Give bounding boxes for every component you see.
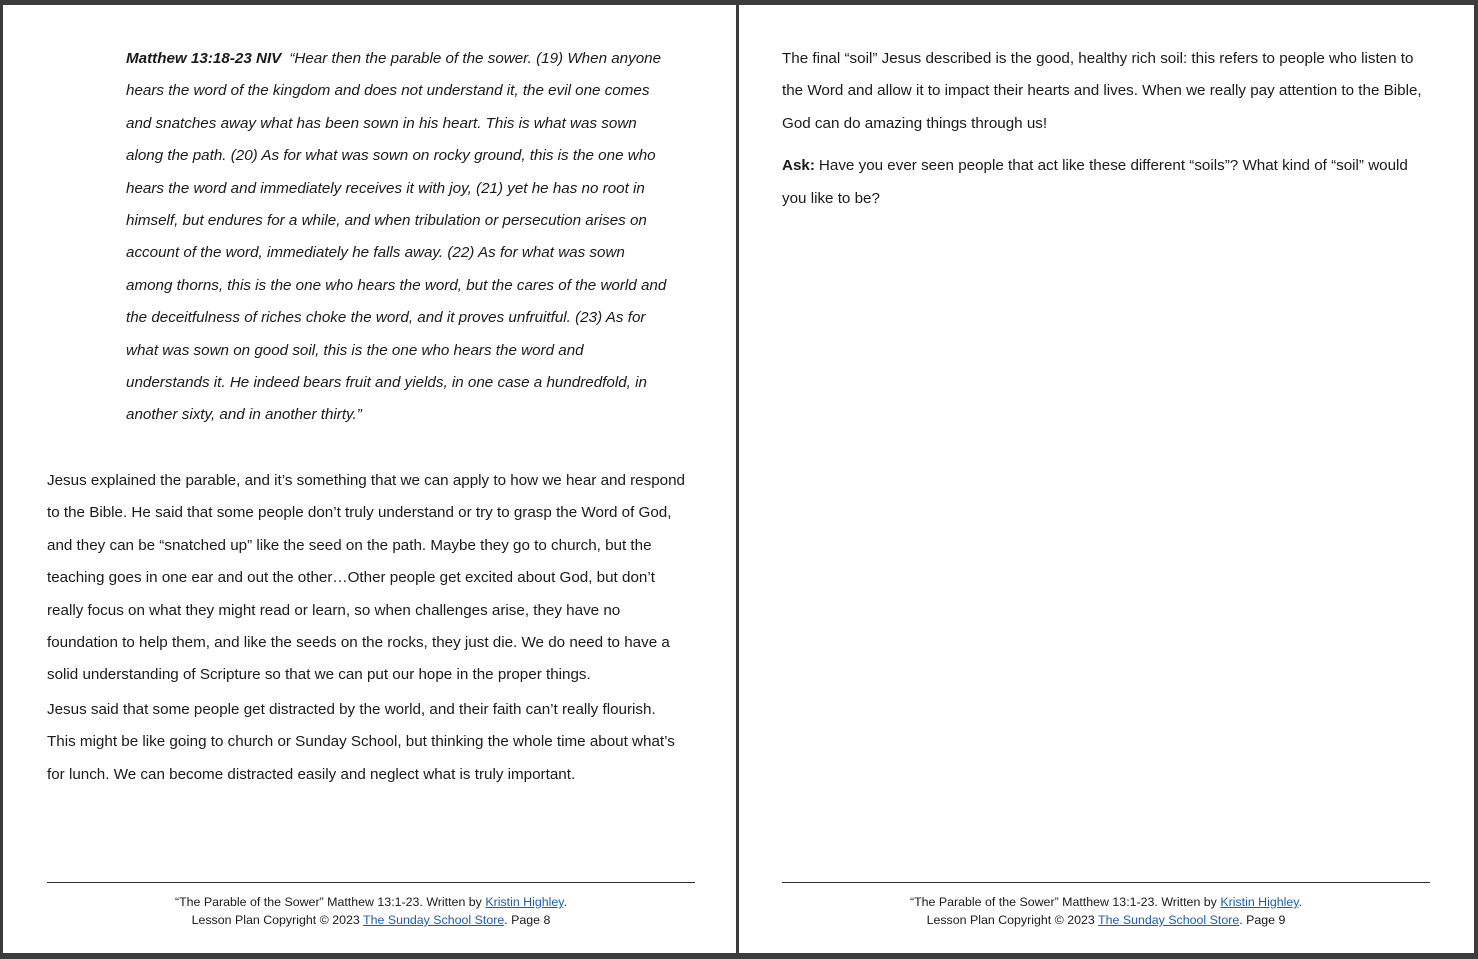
scripture-quote (126, 43, 671, 432)
page-number: . Page 9 (1239, 913, 1286, 927)
page-footer (47, 893, 695, 929)
scripture-text: “Hear then the parable of the sower. (19) When anyone hears the word of the kingdom and does not understand it, the evil one comes and snatches away what has been sown in his heart. This is what was sown along the path. (20) As for what was sown on rocky ground, this is the one who hears the word and immediately receives it with joy, (21) yet he has no root in himself, but endures for a while, and when tribulation or persecution arises on account of the word, immediately he falls away. (22) As for what was sown among thorns, this is the one who hears the word, but the cares of the world and the deceitfulness of riches choke the word, and it proves unfruitful. (23) As for what was sown on good soil, this is the one who hears the word and understands it. He indeed bears fruit and yields, in one case a hundredfold, in another sixty, and in another thirty.” (126, 50, 667, 424)
footer-copyright-text: Lesson Plan Copyright © 2023 (926, 913, 1099, 927)
page-number: . Page 8 (504, 913, 551, 927)
footer-line-1 (47, 893, 695, 911)
paragraph-explanation: Jesus explained the parable, and it’s something that we can apply to how we hear and respond to the Bible. He said that some people don’t truly understand or try to grasp the Word of God, and they can be “snatched up” like the seed on the path. Maybe they go to church, but the teaching goes in one ear and out the other…Other people get excited about God, but don’t really focus on what they might read or learn, so when challenges arise, they have no foundation to help them, and like the seeds on the rocks, they just die. We do need to have a solid understanding of Scripture so that we can put our hope in the proper things. (47, 472, 686, 684)
footer-divider (47, 882, 695, 883)
document-page-right (739, 5, 1474, 953)
author-link[interactable]: Kristin Highley (485, 895, 564, 909)
lesson-body (47, 465, 687, 793)
footer-title-text: “The Parable of the Sower” Matthew 13:1-23. Written by (909, 895, 1221, 909)
paragraph-ask (782, 150, 1432, 215)
ask-label: Ask: (782, 157, 815, 175)
page-footer (782, 893, 1430, 929)
scripture-reference: Matthew 13:18-23 NIV (126, 50, 282, 67)
paragraph-distracted: Jesus said that some people get distracted by the world, and their faith can’t really flourish. This might be like going to church or Sunday School, but thinking the whole time about what’s for lunch. We can become distracted easily and neglect what is truly important. (47, 700, 675, 783)
footer-line-1 (782, 893, 1430, 911)
footer-line-2 (47, 911, 695, 929)
author-link[interactable]: Kristin Highley (1220, 895, 1299, 909)
footer-copyright-text: Lesson Plan Copyright © 2023 (191, 913, 364, 927)
footer-punct: . (563, 895, 568, 909)
document-page-left (3, 5, 736, 953)
footer-line-2 (782, 911, 1430, 929)
footer-punct: . (1298, 895, 1303, 909)
footer-divider (782, 882, 1430, 883)
footer-title-text: “The Parable of the Sower” Matthew 13:1-23. Written by (174, 895, 486, 909)
ask-question: Have you ever seen people that act like these different “soils”? What kind of “soil” would you like to be? (782, 157, 1408, 207)
lesson-body (782, 43, 1432, 225)
paragraph-good-soil: The final “soil” Jesus described is the good, healthy rich soil: this refers to people who listen to the Word and allow it to impact their hearts and lives. When we really pay attention to the Bible, God can do amazing things through us! (782, 50, 1422, 132)
store-link[interactable]: The Sunday School Store (1098, 913, 1240, 927)
store-link[interactable]: The Sunday School Store (363, 913, 505, 927)
